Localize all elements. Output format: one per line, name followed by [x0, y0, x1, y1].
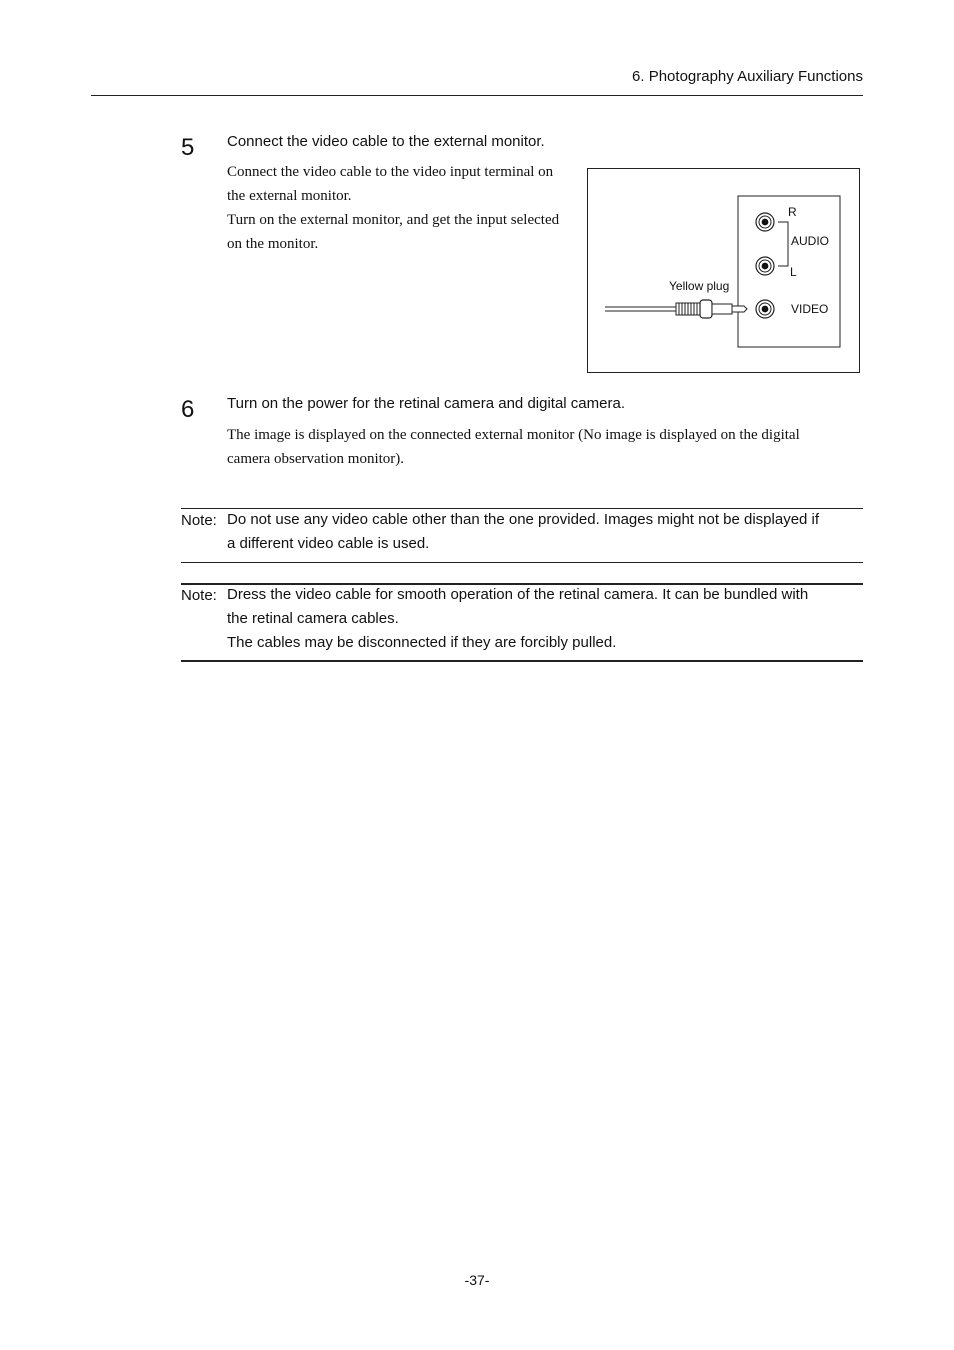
label-r: R: [788, 205, 797, 219]
video-jack-icon: [756, 300, 774, 318]
note-1-label: Note:: [181, 512, 217, 529]
note-1-text: [227, 508, 867, 556]
video-cable-icon: [605, 307, 676, 311]
step-5-title: Connect the video cable to the external monitor.: [227, 133, 545, 150]
header-rule: [91, 95, 863, 96]
audio-bracket: [778, 222, 788, 266]
step-5-body-line: Connect the video cable to the video input terminal on: [227, 164, 554, 180]
running-header: 6. Photography Auxiliary Functions: [632, 68, 863, 85]
step-5-body-line: the external monitor.: [227, 188, 352, 204]
step-5-number: 5: [181, 134, 195, 161]
audio-r-jack-icon: [756, 213, 774, 231]
connection-diagram-drawing: [588, 169, 861, 374]
step-6-body: [227, 423, 857, 471]
step-5-body-line: Turn on the external monitor, and get the input selected: [227, 212, 560, 228]
step-5-body-line: on the monitor.: [227, 236, 319, 252]
note-2-label: Note:: [181, 587, 217, 604]
note-2-bottom-rule: [181, 660, 863, 662]
step-6-body-line: The image is displayed on the connected external monitor (No image is displayed on the digital: [227, 427, 800, 443]
connection-diagram: [587, 168, 860, 373]
yellow-plug-icon: [676, 300, 747, 318]
audio-l-jack-icon: [756, 257, 774, 275]
note-2-line: the retinal camera cables.: [227, 610, 399, 627]
note-1-line: Do not use any video cable other than the one provided. Images might not be displayed if: [227, 511, 820, 528]
label-l: L: [790, 265, 797, 279]
note-2-text: [227, 583, 867, 655]
note-1-bottom-rule: [181, 562, 863, 563]
label-video: VIDEO: [791, 302, 829, 316]
label-yellow-plug: Yellow plug: [669, 279, 730, 293]
step-6-title: Turn on the power for the retinal camera and digital camera.: [227, 395, 625, 412]
step-6-body-line: camera observation monitor).: [227, 451, 405, 467]
page-number: -37-: [464, 1272, 490, 1288]
note-2-line: The cables may be disconnected if they are forcibly pulled.: [227, 634, 617, 651]
step-5-body: [227, 160, 587, 256]
step-6-number: 6: [181, 396, 195, 423]
note-1-line: a different video cable is used.: [227, 535, 430, 552]
note-2-line: Dress the video cable for smooth operation of the retinal camera. It can be bundled with: [227, 586, 809, 603]
label-audio: AUDIO: [791, 234, 830, 248]
